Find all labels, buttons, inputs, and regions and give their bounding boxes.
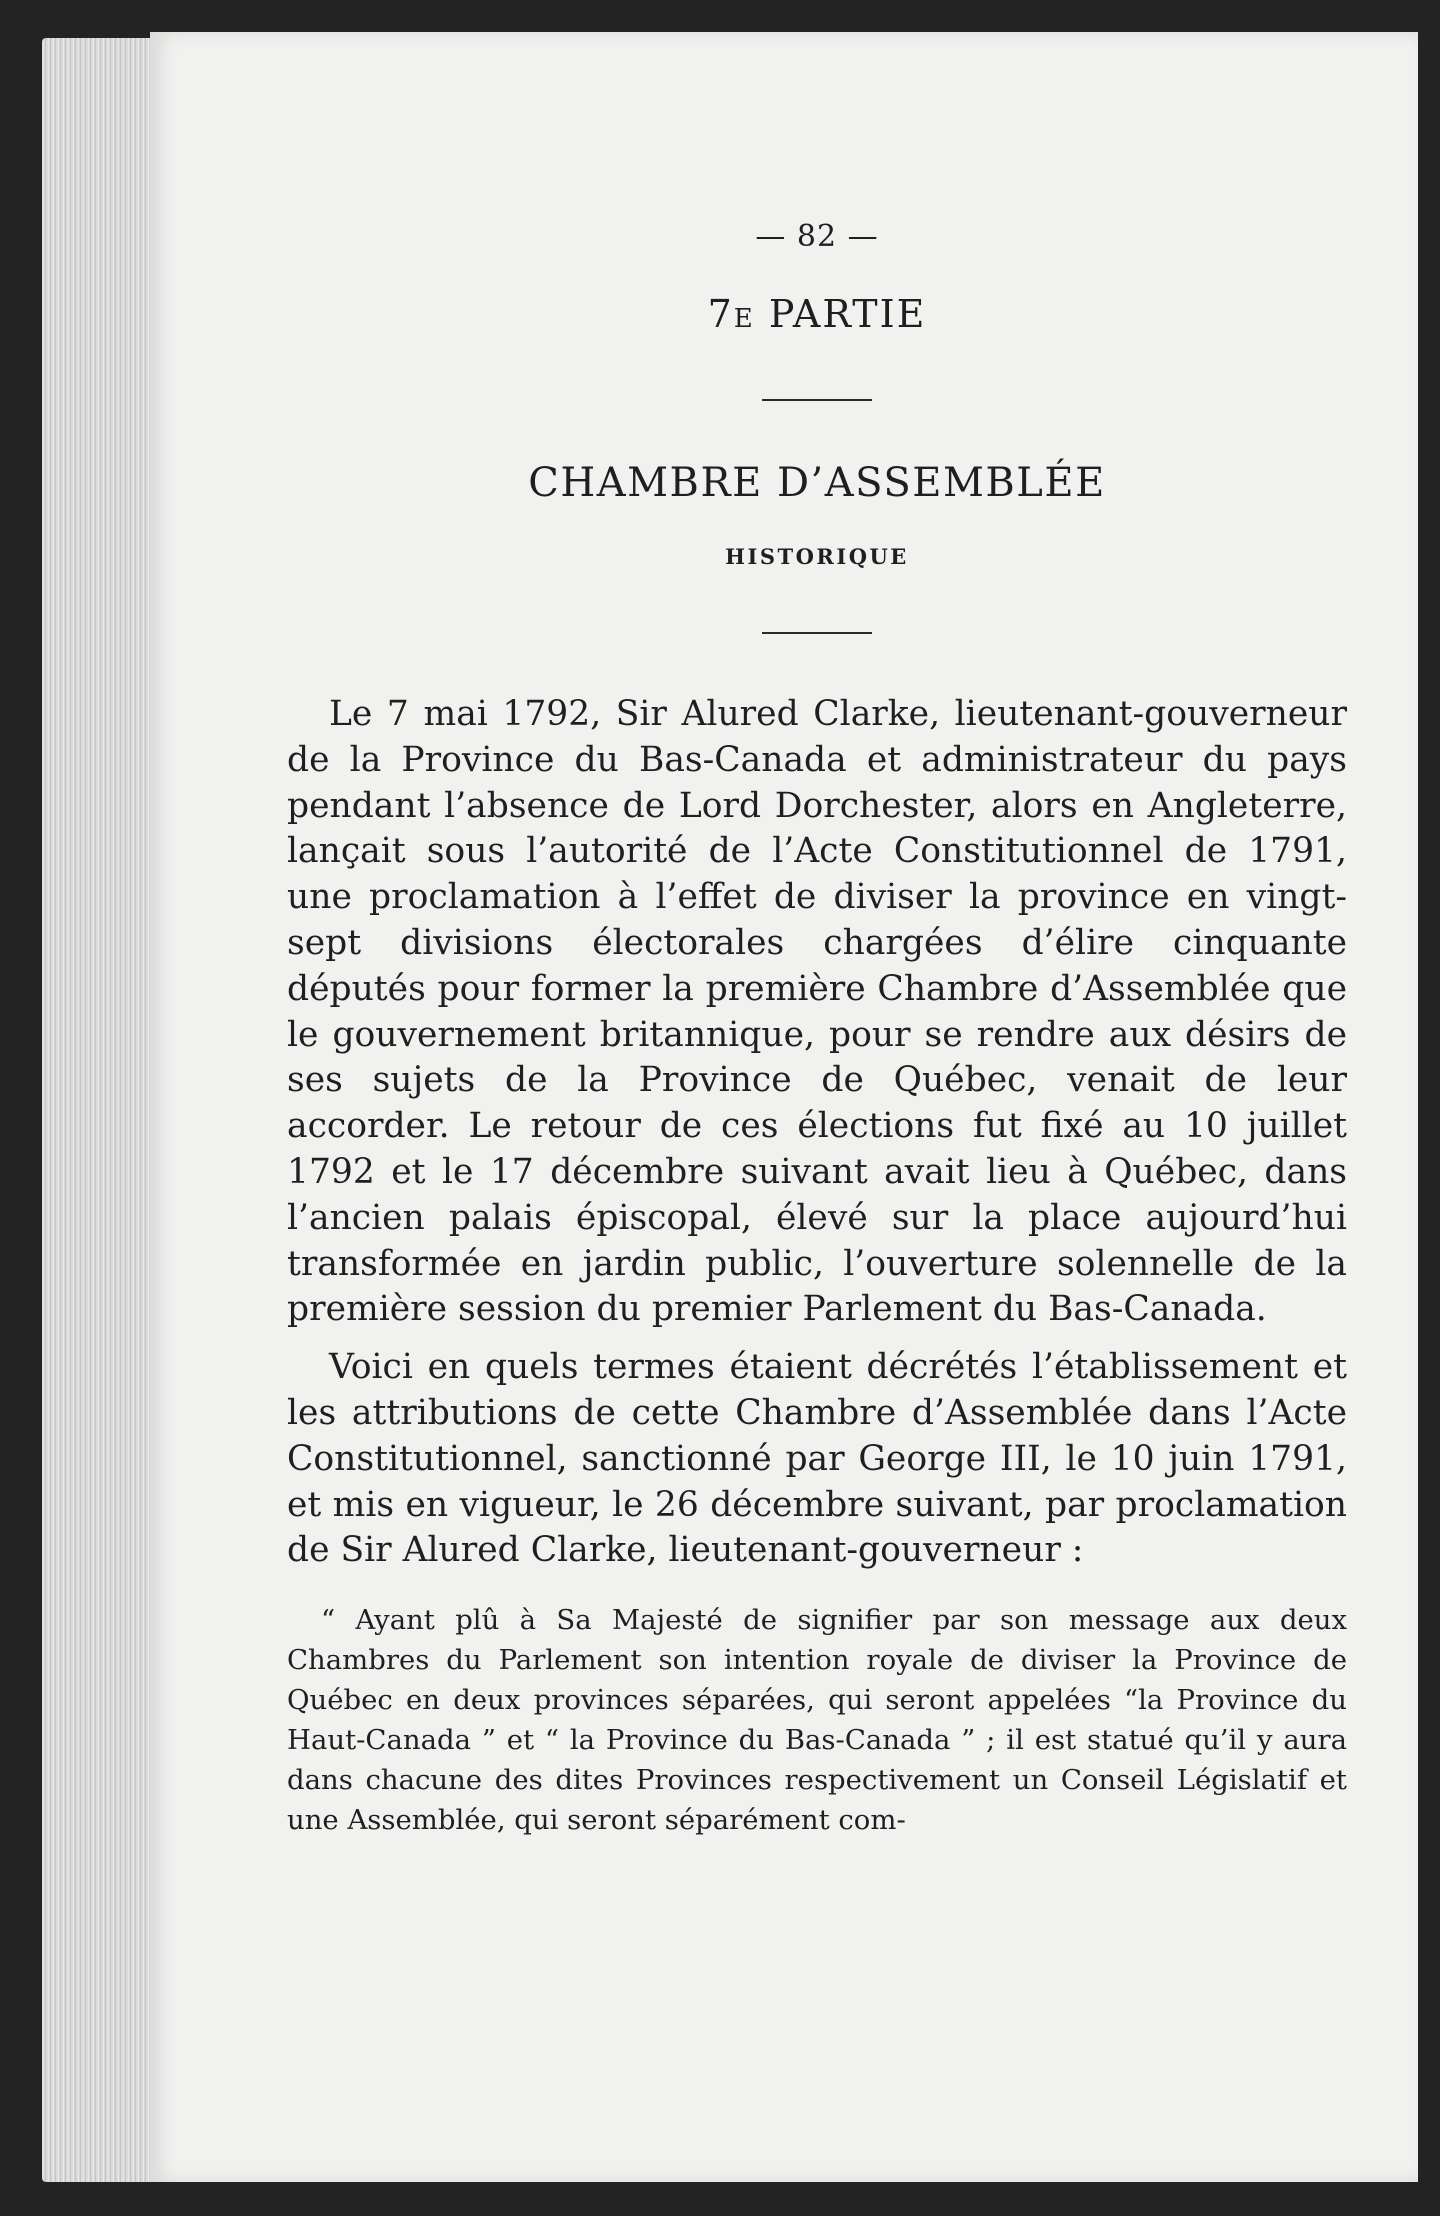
book-page-edges [42,38,157,2182]
section-title: HISTORIQUE [725,544,909,569]
body-paragraph: Voici en quels termes étaient décrétés l’établissement et les attributions de cette Chambre d’Assemblée dans l’Acte Constitutionnel, sanctionné par George III, le 10 juin 1791, et mis en vigueur, le 26 décembre suivant, par proclamation de Sir Alured Clarke, lieutenant-gouverneur : [287,1347,1347,1571]
page-number: — 82 — [755,219,879,254]
part-heading [287,284,1347,349]
body-paragraph: Le 7 mai 1792, Sir Alured Clarke, lieutenant-gouverneur de la Province du Bas-Canada et administrateur du pays pendant l’absence de Lord Dorchester, alors en Angleterre, lançait sous l’autorité de l’Acte Constitutionnel de 1791, une proclamation à l’effet de diviser la province en vingt-sept divisions électorales chargées d’élire cinquante députés pour former la première Chambre d’Assemblée que le gouvernement britannique, pour se rendre aux désirs de ses sujets de la Province de Québec, venait de leur accorder. Le retour de ces élections fut fixé au 10 juillet 1792 et le 17 décembre suivant avait lieu à Québec, dans l’ancien palais épiscopal, élevé sur la place aujourd’hui transformée en jardin public, l’ouverture solennelle de la première session du premier Parlement du Bas-Canada. [287,694,1347,1330]
part-word: PARTIE [768,292,927,336]
book-page [150,32,1418,2182]
part-number: 7 [707,292,734,336]
section-divider [762,399,872,401]
section-divider [762,632,872,634]
chapter-title: CHAMBRE D’ASSEMBLÉE [528,460,1106,506]
page-content [287,212,1347,1840]
part-number-suffix: E [733,304,755,334]
quoted-text: “ Ayant plû à Sa Majesté de signifier par son message aux deux Chambres du Parlement son intention royale de diviser la Province de Québec en deux provinces séparées, qui seront appelées “la Province du Haut-Canada ” et “ la Province du Bas-Canada ” ; il est statué qu’il y aura dans chacune des dites Provinces respectivement un Conseil Législatif et une Assemblée, qui seront séparément com- [287,1604,1347,1837]
